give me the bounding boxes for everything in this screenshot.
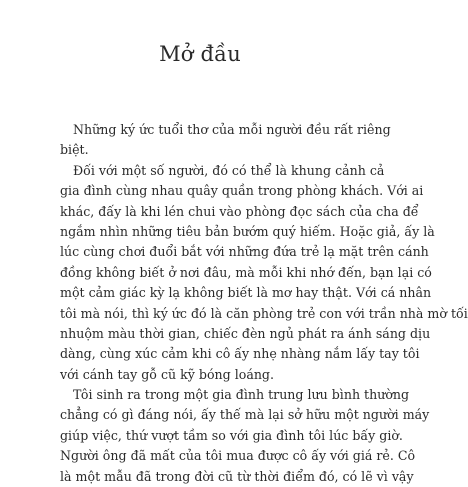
text-line: gia đình cùng nhau quây quần trong phòng khách. Với ai	[60, 183, 424, 199]
chapter-title: Mở đầu	[159, 42, 241, 66]
text-line: lúc cùng chơi đuổi bắt với những đứa trẻ lạ mặt trên cánh	[60, 244, 429, 260]
text-line: một cảm giác kỳ lạ không biết là mơ hay thật. Với cá nhân	[60, 285, 432, 301]
text-line: là một mẫu đã trong đời cũ từ thời điểm đó, có lẽ vì vậy	[60, 468, 414, 484]
text-line: biệt.	[60, 142, 89, 158]
text-line: giúp việc, thứ vượt tầm so với gia đình tôi lúc bấy giờ.	[60, 427, 403, 443]
text-line: Người ông đã mất của tôi mua được cô ấy với giá rẻ. Cô	[60, 448, 416, 464]
text-line: nhuộm màu thời gian, chiếc đèn ngủ phát ra ánh sáng dịu	[60, 325, 431, 341]
text-line: Tôi sinh ra trong một gia đình trung lưu bình thường	[73, 387, 410, 403]
text-line: khác, đấy là khi lén chui vào phòng đọc sách của cha để	[60, 203, 419, 219]
chapter-body	[60, 120, 468, 484]
text-line: chẳng có gì đáng nói, ấy thế mà lại sở hữu một người máy	[60, 407, 430, 423]
text-line: dàng, cùng xúc cảm khi cô ấy nhẹ nhàng nắm lấy tay tôi	[60, 346, 420, 362]
text-line: Đối với một số người, đó có thể là khung cảnh cả	[73, 162, 385, 178]
text-line: Những ký ức tuổi thơ của mỗi người đều rất riêng	[73, 122, 391, 137]
text-line: với cánh tay gỗ cũ kỹ bóng loáng.	[60, 366, 275, 382]
text-line: ngắm nhìn những tiêu bản bướm quý hiếm. Hoặc giả, ấy là	[60, 223, 435, 239]
text-line: đồng không biết ở nơi đâu, mà mỗi khi nhớ đến, bạn lại có	[60, 264, 432, 280]
text-line: tôi mà nói, thì ký ức đó là căn phòng trẻ con với trần nhà mờ tối	[60, 305, 468, 321]
